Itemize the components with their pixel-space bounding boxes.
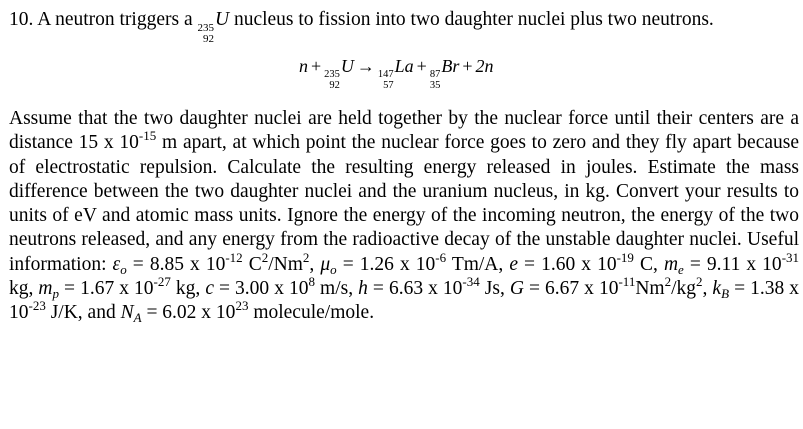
reaction-bromine-z: 35 <box>429 79 441 91</box>
exponent: 2 <box>664 274 672 290</box>
light-speed-symbol: c <box>205 278 214 300</box>
constant-value: = 6.02 x 10 <box>141 302 236 324</box>
reaction-lanthanum-z: 57 <box>383 79 394 91</box>
subscript: o <box>120 261 127 277</box>
subscript: o <box>330 261 337 277</box>
unit-text: kg, <box>170 278 206 300</box>
exponent: -11 <box>618 274 636 290</box>
unit-text: /Nm <box>268 253 303 275</box>
mu-symbol: μ <box>320 253 331 275</box>
reaction-bromine-symbol: Br <box>441 56 460 76</box>
constant-value: = 1.67 x 10 <box>59 278 154 300</box>
exponent: -19 <box>616 249 634 265</box>
epsilon-symbol: ε <box>112 253 121 275</box>
reaction-bromine <box>430 51 460 91</box>
reaction-bromine-mass: 87 <box>429 69 441 80</box>
problem-statement <box>9 4 799 45</box>
subscript: A <box>133 310 142 326</box>
reaction-lanthanum <box>378 51 414 91</box>
exponent: -27 <box>153 274 171 290</box>
constant-value: = 8.85 x 10 <box>126 253 226 275</box>
problem-page <box>9 4 799 326</box>
avogadro-symbol: N <box>120 302 134 324</box>
subscript: e <box>678 261 684 277</box>
exponent: -34 <box>462 274 480 290</box>
reaction-uranium-mass: 235 <box>324 69 340 80</box>
reaction-plus: + <box>416 56 427 76</box>
constant-value: = 1.38 x 10 <box>9 278 800 324</box>
problem-intro-b: nucleus to fission into two daughter nuclei plus two neutrons. <box>233 9 714 30</box>
uranium-mass-number: 235 <box>197 22 214 34</box>
exponent: 23 <box>235 298 249 314</box>
problem-number: 10. <box>9 9 34 30</box>
separator: , <box>309 253 321 275</box>
body-text: m apart, at which point the nuclear force goes to zero and they fly apart because of electrostatic repulsion. Calculate the resulting energy released in joules. Estimate the mass difference between the two daughter nuclei and the uranium nucleus, in kg. Convert your results to units of eV and atomic mass units. Ignore the energy of the incoming neutron, the energy of the two neutrons released, and any energy from the radioactive decay of the unstable daughter nuclei. Useful information: <box>9 132 800 275</box>
exponent: -23 <box>28 298 46 314</box>
exponent: 8 <box>308 274 315 290</box>
reaction-two-neutrons: 2n <box>475 56 494 76</box>
exponent: -6 <box>435 249 447 265</box>
body-text: Assume that the two daughter nuclei are held together by the nuclear force until their centers are a distance 15 x 10 <box>9 108 799 154</box>
electron-mass-symbol: m <box>663 253 679 275</box>
constant-value: = 3.00 x 10 <box>213 278 309 300</box>
reaction-lanthanum-symbol: La <box>394 56 414 76</box>
reaction-uranium-symbol: U <box>340 56 354 76</box>
reaction-uranium-z: 92 <box>329 79 340 91</box>
exponent: -31 <box>781 249 800 265</box>
exponent: -15 <box>138 128 157 144</box>
constant-value: = 9.11 x 10 <box>683 253 782 275</box>
gravity-symbol: G <box>509 278 524 300</box>
constant-value: = 1.26 x 10 <box>336 253 436 275</box>
reaction-uranium <box>324 51 354 91</box>
unit-text: Tm/A, <box>446 253 510 275</box>
unit-text: /kg <box>671 278 696 300</box>
reaction-neutron: n <box>299 56 308 76</box>
unit-text: kg, <box>9 278 39 300</box>
unit-text: C <box>242 253 262 275</box>
unit-text: Js, <box>479 278 510 300</box>
exponent: -12 <box>225 249 243 265</box>
subscript: p <box>52 286 60 302</box>
uranium-symbol: U <box>214 9 230 30</box>
constant-value: = 6.67 x 10 <box>523 278 619 300</box>
problem-body <box>9 107 799 326</box>
reaction-lanthanum-mass: 147 <box>377 69 394 80</box>
reaction-plus: + <box>311 56 322 76</box>
constant-value: = 6.63 x 10 <box>367 278 463 300</box>
unit-text: m/s, <box>315 278 359 300</box>
unit-text: C, <box>633 253 664 275</box>
unit-text: J/K, and <box>45 302 121 324</box>
uranium-nuclide <box>197 4 229 45</box>
charge-symbol: e <box>509 253 518 275</box>
reaction-arrow: → <box>356 56 375 76</box>
uranium-atomic-number: 92 <box>202 33 214 45</box>
subscript: B <box>721 286 730 302</box>
proton-mass-symbol: m <box>38 278 53 300</box>
exponent: 2 <box>696 274 703 290</box>
separator: , <box>702 278 713 300</box>
unit-text: molecule/mole. <box>248 302 375 324</box>
problem-intro-a: A neutron triggers a <box>37 9 193 30</box>
exponent: 2 <box>302 249 310 265</box>
reaction-plus: + <box>462 56 473 76</box>
constant-value: = 1.60 x 10 <box>517 253 617 275</box>
boltzmann-symbol: k <box>712 278 722 300</box>
planck-symbol: h <box>358 278 368 300</box>
fission-reaction <box>299 51 799 91</box>
exponent: 2 <box>261 249 269 265</box>
unit-text: Nm <box>635 278 665 300</box>
